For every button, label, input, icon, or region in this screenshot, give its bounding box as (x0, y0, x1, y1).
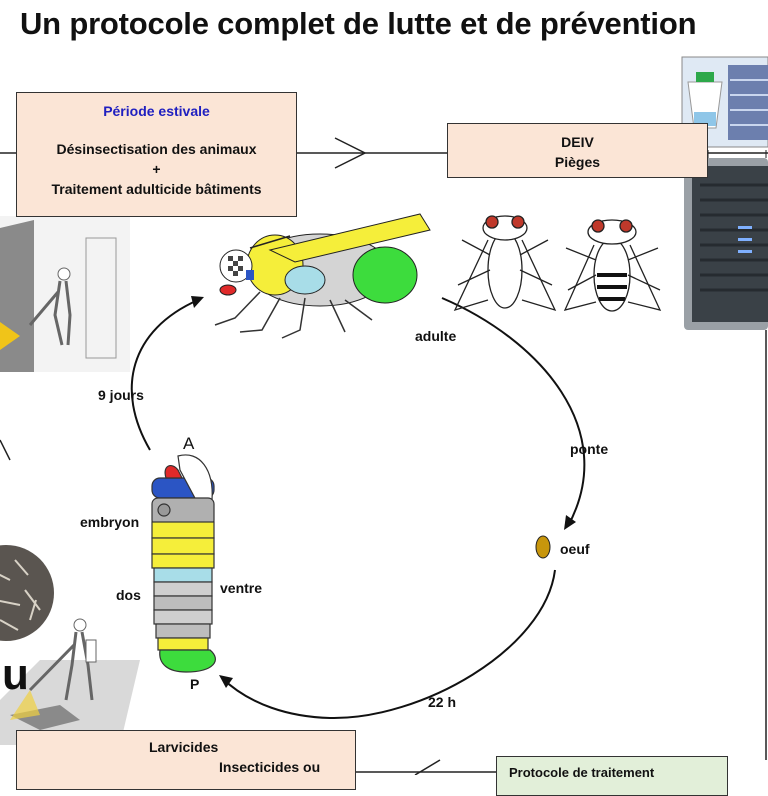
building-spray-illustration (0, 216, 130, 372)
summer-line-2: + (152, 161, 161, 177)
label-egg: oeuf (560, 541, 590, 557)
protocol-box (496, 756, 728, 796)
arrow-adult-to-egg (442, 298, 584, 526)
deiv-traps-box (447, 123, 708, 178)
larvicide-line-1: Larvicides (149, 739, 219, 755)
arrow-egg-to-pupa (222, 570, 555, 718)
pupa-illustration (152, 455, 215, 672)
label-embryo: embryon (80, 514, 140, 530)
fly-drawing-right (565, 220, 660, 311)
fly-drawing-left (455, 216, 555, 310)
label-laying: ponte (570, 441, 609, 457)
label-anterior: A (183, 434, 195, 453)
label-posterior: P (190, 676, 200, 692)
summer-line-3: Traitement adulticide bâtiments (51, 181, 262, 197)
summer-line-1: Désinsectisation des animaux (56, 141, 257, 157)
page-title: Un protocole complet de lutte et de prévention (20, 6, 697, 41)
deiv-line-2: Pièges (554, 154, 601, 170)
larvicide-line-2: Insecticides ou (219, 759, 321, 775)
season-label: Période estivale (103, 103, 210, 119)
larvae-photo (0, 545, 54, 641)
partial-letter: u (2, 650, 29, 699)
larvicide-box (16, 730, 356, 790)
label-back: dos (116, 587, 141, 603)
arrow-pupa-to-adult (132, 300, 198, 450)
label-belly: ventre (220, 580, 263, 596)
fly-side-illustration (215, 214, 430, 338)
deiv-line-1: DEIV (561, 134, 594, 150)
label-hours: 22 h (428, 694, 457, 710)
summer-treatment-box (16, 92, 297, 217)
label-adult: adulte (415, 328, 457, 344)
egg-shape (536, 536, 550, 558)
label-days: 9 jours (98, 387, 144, 403)
protocol-line-1: Protocole de traitement (509, 765, 655, 780)
